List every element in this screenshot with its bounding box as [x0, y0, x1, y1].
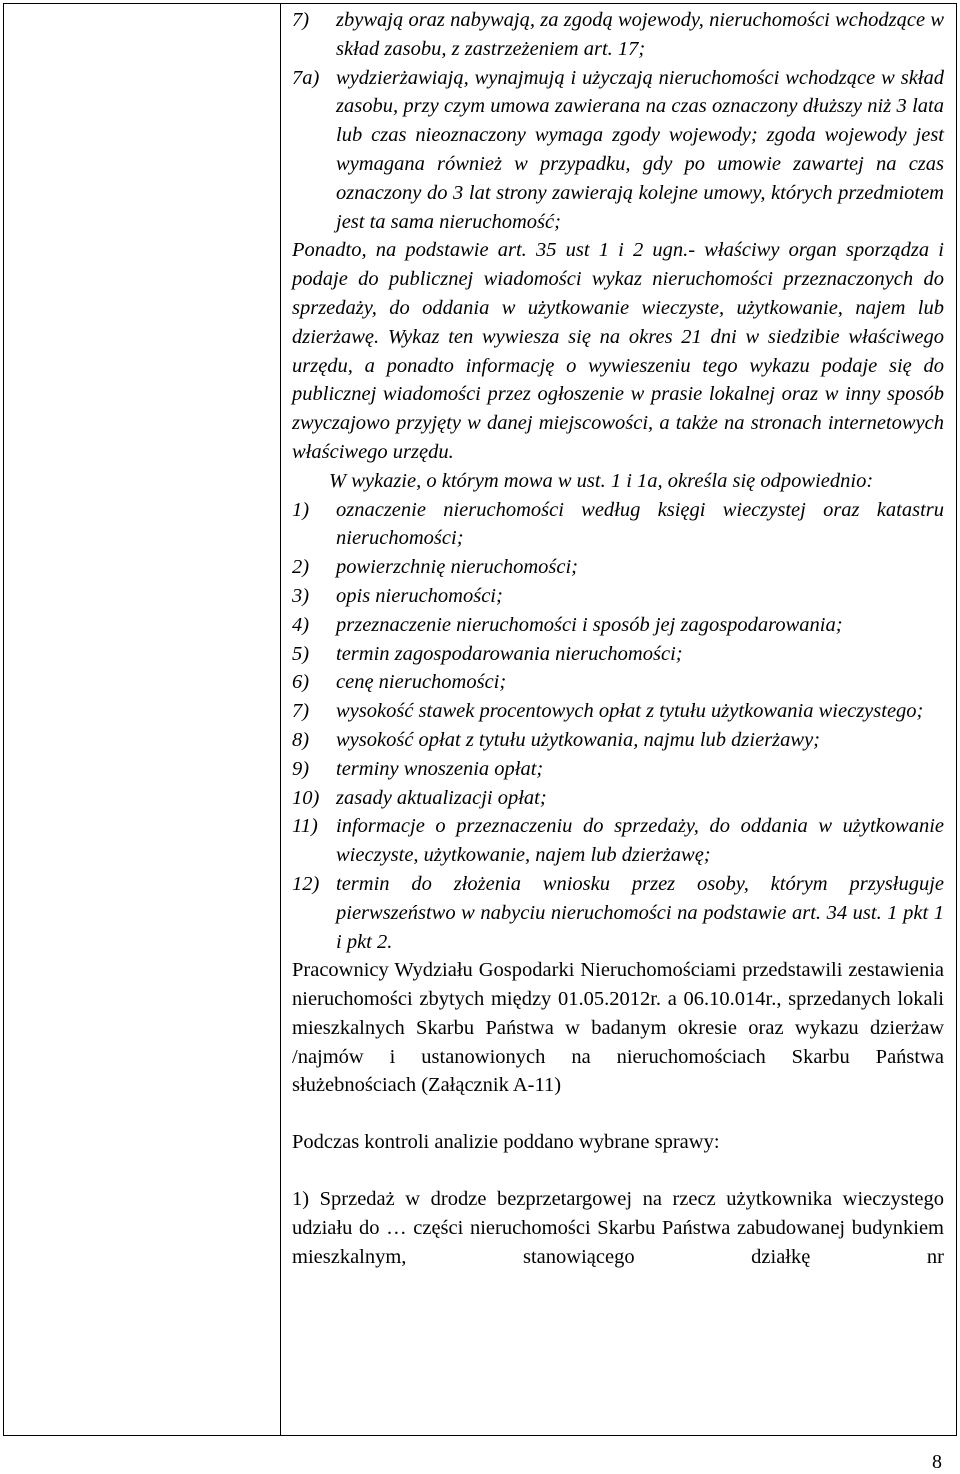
list-item-text: powierzchnię nieruchomości; — [336, 556, 578, 579]
list-item-number: 4) — [292, 613, 310, 636]
list-item-number: 7) — [292, 700, 310, 723]
list-item — [292, 6, 944, 64]
list-item — [292, 668, 944, 697]
list-item-text: terminy wnoszenia opłat; — [336, 757, 544, 780]
list-item-text: informacje o przeznaczeniu do sprzedaży, do oddania w użytkowanie wieczyste, użytkowanie, najem lub dzierżawę; — [336, 815, 944, 867]
list-item-number: 10) — [292, 786, 320, 809]
page-number: 8 — [932, 1451, 942, 1473]
list-item-text: opis nieruchomości; — [336, 584, 503, 607]
list-item-text: wysokość stawek procentowych opłat z tytułu użytkowania wieczystego; — [336, 700, 924, 723]
list-item — [292, 640, 944, 669]
list-item — [292, 755, 944, 784]
list-item-number: 8) — [292, 728, 310, 751]
list-item-number: 2) — [292, 556, 310, 579]
list-item-text: cenę nieruchomości; — [336, 671, 507, 694]
list-item — [292, 812, 944, 870]
spacer — [292, 1100, 944, 1128]
list-item-text: zasady aktualizacji opłat; — [336, 786, 547, 809]
paragraph-wykaz-intro: W wykazie, o którym mowa w ust. 1 i 1a, określa się odpowiednio: — [329, 469, 874, 492]
list-item — [292, 496, 944, 554]
statute-items-top — [292, 6, 944, 236]
paragraph-zestawienia: Pracownicy Wydziału Gospodarki Nieruchomościami przedstawili zestawienia nieruchomości zbytych między 01.05.2012r. a 06.10.014r., sprzedanych lokali mieszkalnych Skarbu Państwa w badanym okresie oraz wykazu dzierżaw /najmów i ustanowionych na nieruchomościach Skarbu Państwa służebnościach (Załącznik A-11) — [292, 959, 944, 1097]
list-item — [292, 697, 944, 726]
document-content — [292, 6, 944, 1271]
list-item-text: wysokość opłat z tytułu użytkowania, najmu lub dzierżawy; — [336, 728, 820, 751]
list-item-text: wydzierżawiają, wynajmują i użyczają nieruchomości wchodzące w skład zasobu, przy czym umowa zawierana na czas oznaczony dłuższy niż 3 lata lub czas nieoznaczony wymaga zgody wojewody; zgoda wojewody jest wymagana również w przypadku, gdy po umowie zawartej na czas oznaczony do 3 lat strony zawierają kolejne umowy, których przedmiotem jest ta sama nieruchomość; — [336, 66, 944, 233]
list-item-number: 7) — [292, 9, 310, 31]
list-item — [292, 611, 944, 640]
list-item — [292, 582, 944, 611]
paragraph-art-35: Ponadto, na podstawie art. 35 ust 1 i 2 ugn.- właściwy organ sporządza i podaje do publicznej wiadomości wykaz nieruchomości przeznaczonych do sprzedaży, do oddania w użytkowanie wieczyste, użytkowanie, najem lub dzierżawę. Wykaz ten wywiesza się na okres 21 dni w siedzibie właściwego urzędu, a ponadto informację o wywieszeniu tego wykazu podaje się do publicznej wiadomości przez ogłoszenie w prasie lokalnej oraz w inny sposób zwyczajowo przyjęty w danej miejscowości, a także na stronach internetowych właściwego urzędu. — [292, 239, 944, 463]
paragraph-kontrola: Podczas kontroli analizie poddano wybrane sprawy: — [292, 1131, 720, 1154]
list-item — [292, 784, 944, 813]
list-item-number: 9) — [292, 757, 310, 780]
list-item-number: 11) — [292, 815, 318, 838]
paragraph-sprzedaz: 1) Sprzedaż w drodze bezprzetargowej na rzecz użytkownika wieczystego udziału do … części nieruchomości Skarbu Państwa zabudowanej budynkiem mieszkalnym, stanowiącego działkę nr — [292, 1188, 944, 1268]
list-item-text: oznaczenie nieruchomości według księgi wieczystej oraz katastru nieruchomości; — [336, 498, 944, 550]
column-divider — [280, 3, 281, 1436]
list-item-text: przeznaczenie nieruchomości i sposób jej zagospodarowania; — [336, 613, 843, 636]
list-item-text: termin do złożenia wniosku przez osoby, którym przysługuje pierwszeństwo w nabyciu nieruchomości na podstawie art. 34 ust. 1 pkt 1 i pkt 2. — [336, 872, 944, 953]
list-item — [292, 726, 944, 755]
list-item — [292, 553, 944, 582]
list-item-number: 7a) — [292, 66, 320, 89]
list-item-text: zbywają oraz nabywają, za zgodą wojewody, nieruchomości wchodzące w skład zasobu, z zastrzeżeniem art. 17; — [336, 9, 944, 60]
wykaz-list — [292, 496, 944, 957]
list-item — [292, 64, 944, 237]
list-item-number: 3) — [292, 584, 310, 607]
list-item-number: 5) — [292, 642, 310, 665]
spacer — [292, 1157, 944, 1185]
list-item-text: termin zagospodarowania nieruchomości; — [336, 642, 683, 665]
list-item — [292, 870, 944, 956]
list-item-number: 12) — [292, 872, 320, 895]
list-item-number: 1) — [292, 498, 310, 521]
list-item-number: 6) — [292, 671, 310, 694]
